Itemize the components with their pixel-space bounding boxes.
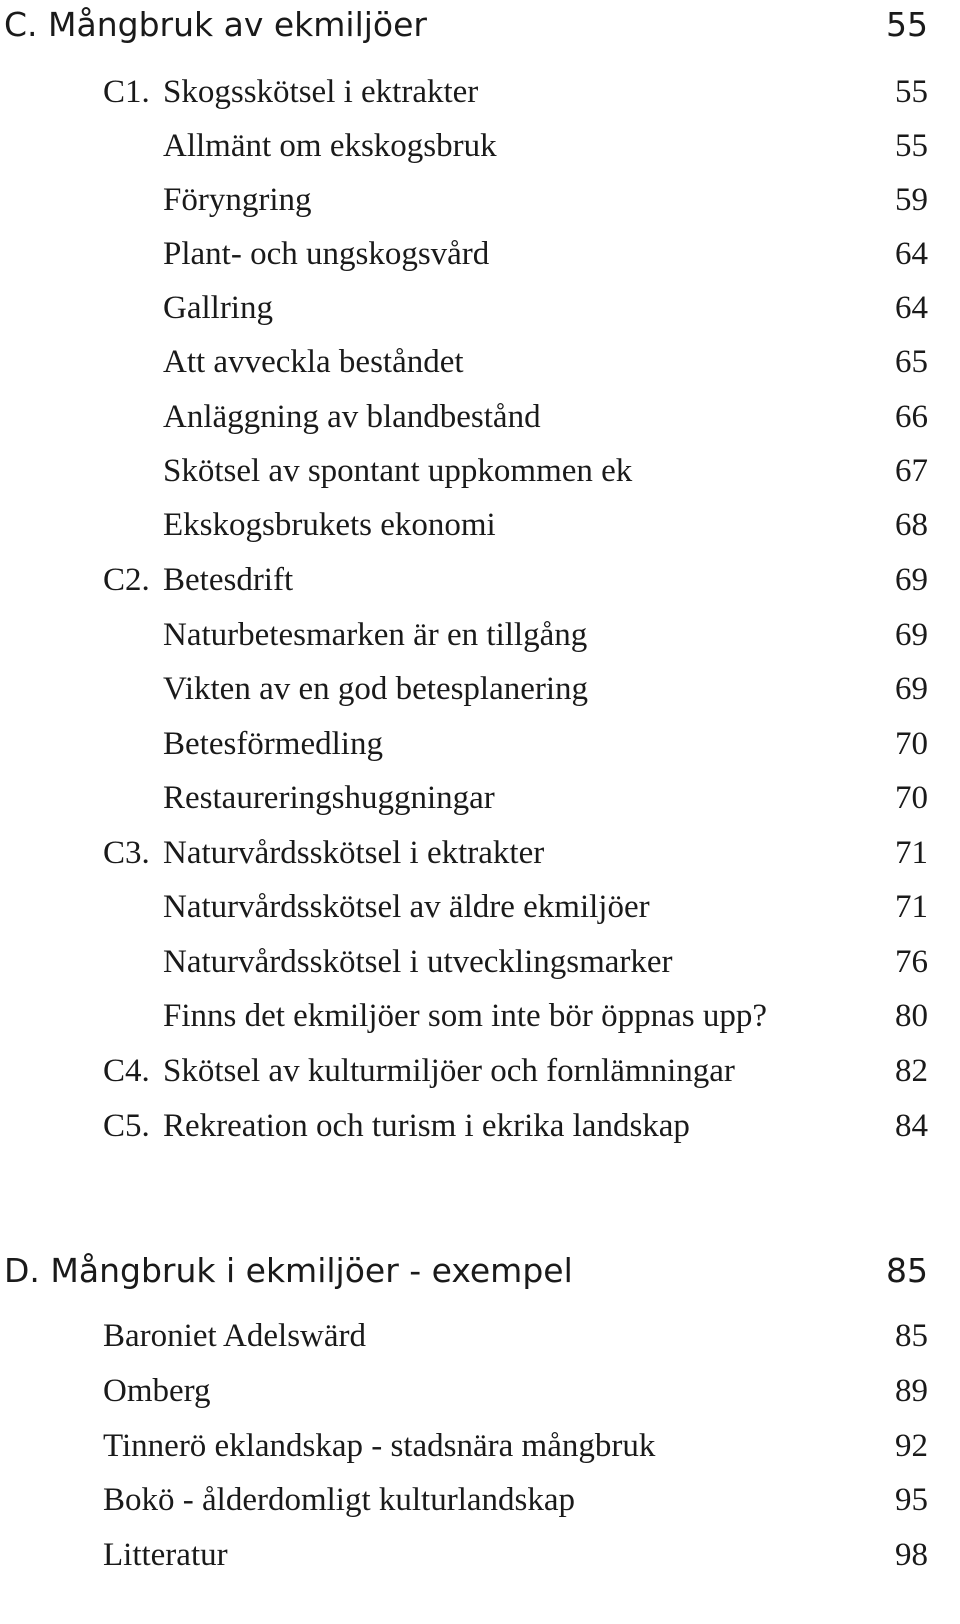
toc-entry (163, 118, 928, 174)
entry-title: Betesförmedling (163, 726, 383, 762)
toc-entry (163, 661, 928, 717)
toc-entry (103, 1418, 928, 1474)
toc-entry (163, 389, 928, 445)
entry-page: 92 (895, 1428, 928, 1464)
toc-entry (163, 988, 928, 1044)
toc-entry (103, 1363, 928, 1419)
entry-page: 69 (895, 562, 928, 598)
entry-title: Naturbetesmarken är en tillgång (163, 617, 588, 653)
entry-page: 70 (895, 780, 928, 816)
entry-title: Att avveckla beståndet (163, 344, 464, 380)
entry-page: 66 (895, 399, 928, 435)
section-title: D. Mångbruk i ekmiljöer - exempel (4, 1251, 573, 1290)
entry-number: C4. (103, 1053, 150, 1089)
entry-number: C3. (103, 835, 150, 871)
toc-entry (163, 280, 928, 336)
entry-page: 82 (895, 1053, 928, 1089)
entry-number: C2. (103, 562, 150, 598)
entry-page: 64 (895, 236, 928, 272)
entry-title: Finns det ekmiljöer som inte bör öppnas upp? (163, 998, 768, 1034)
entry-page: 59 (895, 182, 928, 218)
entry-page: 55 (895, 74, 928, 110)
entry-title: Betesdrift (163, 562, 294, 598)
toc-entry (163, 443, 928, 499)
entry-title: Litteratur (103, 1537, 228, 1573)
entry-title: Rekreation och turism i ekrika landskap (163, 1108, 690, 1144)
entry-title: Allmänt om ekskogsbruk (163, 128, 497, 164)
toc-entry (163, 226, 928, 282)
entry-title: Bokö - ålderdomligt kulturlandskap (103, 1482, 576, 1518)
toc-entry (103, 1308, 928, 1364)
entry-page: 55 (895, 128, 928, 164)
entry-page: 80 (895, 998, 928, 1034)
toc-entry (163, 934, 928, 990)
entry-page: 84 (895, 1108, 928, 1144)
entry-title: Restaureringshuggningar (163, 780, 495, 816)
entry-title: Föryngring (163, 182, 312, 218)
entry-title: Baroniet Adelswärd (103, 1318, 367, 1354)
entry-title: Naturvårdsskötsel i utvecklingsmarker (163, 944, 673, 980)
toc-entry (163, 497, 928, 553)
entry-title: Anläggning av blandbestånd (163, 399, 541, 435)
entry-title: Naturvårdsskötsel av äldre ekmiljöer (163, 889, 650, 925)
toc-entry (163, 172, 928, 228)
toc-entry (163, 879, 928, 935)
entry-title: Skogsskötsel i ektrakter (163, 74, 479, 110)
toc-entry (103, 1527, 928, 1583)
entry-title: Skötsel av spontant uppkommen ek (163, 453, 633, 489)
entry-page: 69 (895, 671, 928, 707)
entry-page: 85 (895, 1318, 928, 1354)
entry-title: Naturvårdsskötsel i ektrakter (163, 835, 545, 871)
entry-title: Tinnerö eklandskap - stadsnära mångbruk (103, 1428, 656, 1464)
toc-entry (163, 334, 928, 390)
entry-title: Vikten av en god betesplanering (163, 671, 589, 707)
entry-page: 65 (895, 344, 928, 380)
toc-entry (103, 552, 928, 608)
entry-title: Gallring (163, 290, 273, 326)
toc-entry (103, 1098, 928, 1154)
entry-title: Ekskogsbrukets ekonomi (163, 507, 496, 543)
toc-entry (163, 607, 928, 663)
entry-page: 64 (895, 290, 928, 326)
entry-page: 98 (895, 1537, 928, 1573)
entry-page: 76 (895, 944, 928, 980)
entry-page: 69 (895, 617, 928, 653)
entry-page: 71 (895, 889, 928, 925)
section-page: 85 (886, 1251, 928, 1290)
entry-page: 95 (895, 1482, 928, 1518)
entry-title: Skötsel av kulturmiljöer och fornlämningar (163, 1053, 735, 1089)
toc-entry (103, 1043, 928, 1099)
entry-page: 67 (895, 453, 928, 489)
entry-page: 71 (895, 835, 928, 871)
toc-entry (103, 825, 928, 881)
section-heading (4, 1243, 928, 1299)
toc-entry (103, 64, 928, 120)
entry-title: Plant- och ungskogsvård (163, 236, 490, 272)
section-heading (4, 0, 928, 53)
toc-entry (163, 770, 928, 826)
entry-page: 89 (895, 1373, 928, 1409)
section-title: C. Mångbruk av ekmiljöer (4, 5, 427, 44)
toc-entry (163, 716, 928, 772)
entry-number: C1. (103, 74, 150, 110)
toc-entry (103, 1472, 928, 1528)
section-page: 55 (886, 5, 928, 44)
entry-title: Omberg (103, 1373, 211, 1409)
entry-page: 70 (895, 726, 928, 762)
entry-page: 68 (895, 507, 928, 543)
entry-number: C5. (103, 1108, 150, 1144)
